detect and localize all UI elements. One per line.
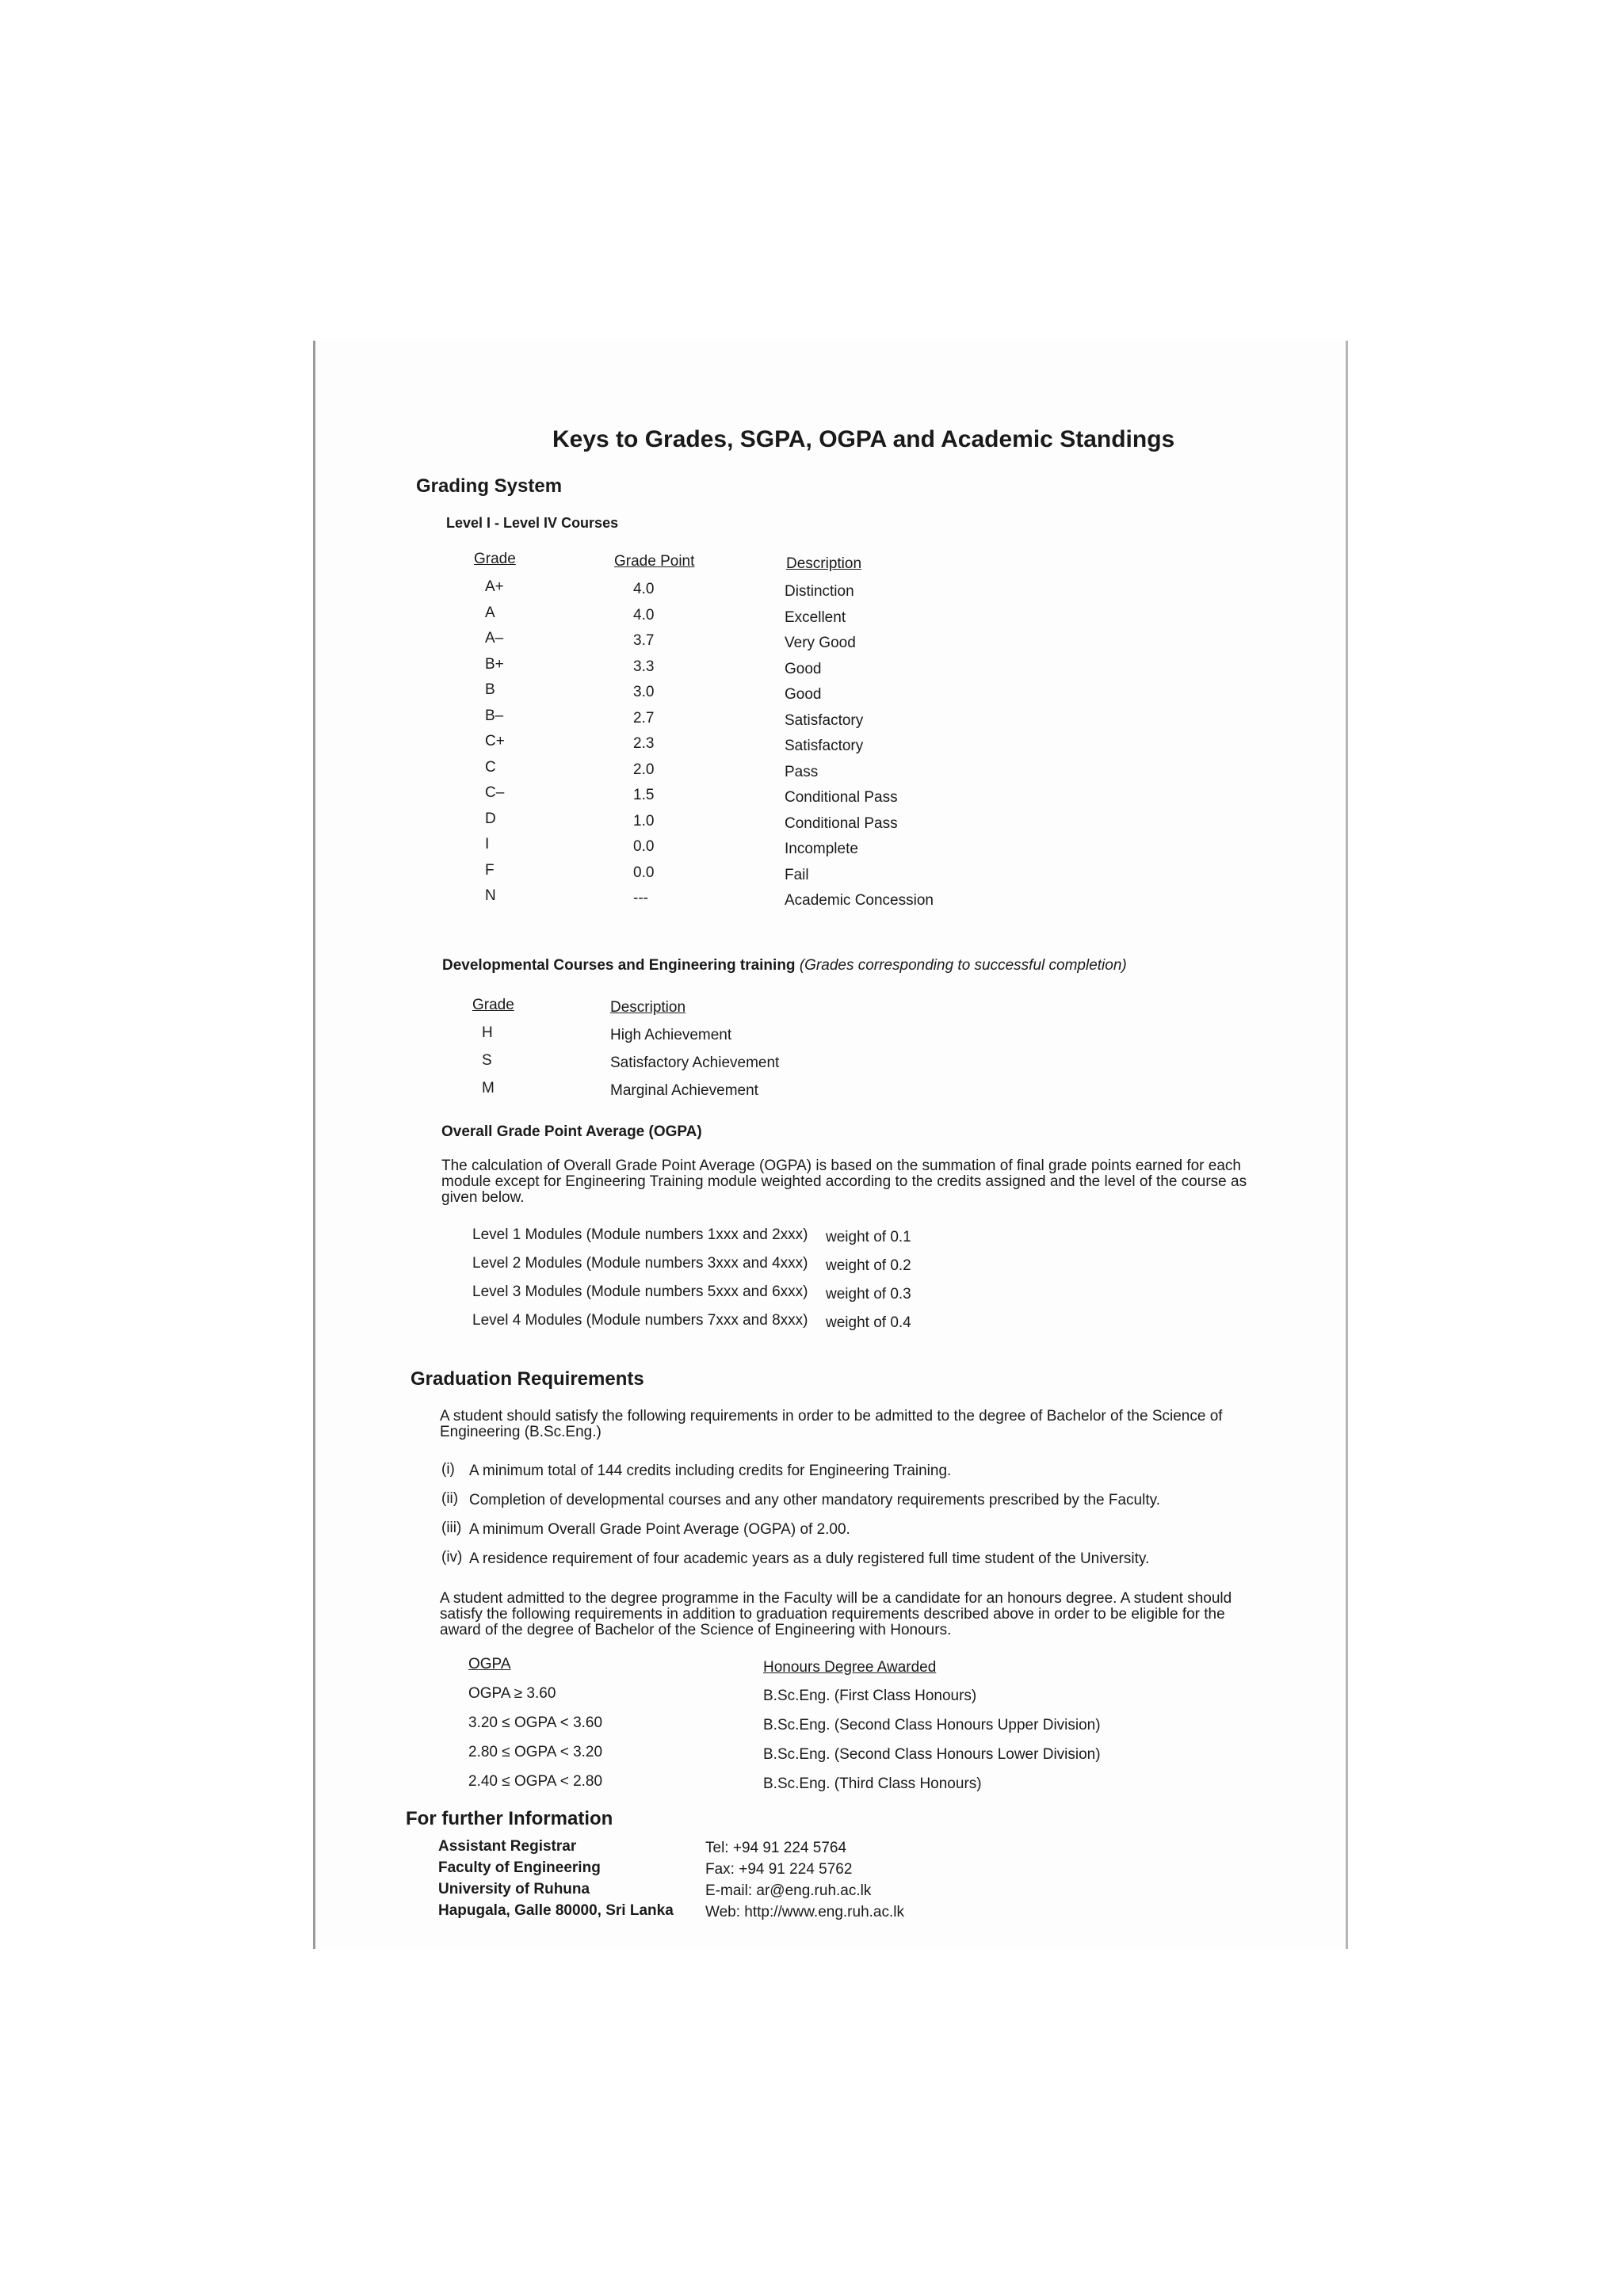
honours-awarded-header: Honours Degree Awarded [763, 1659, 937, 1676]
grade-point-cell: --- [633, 890, 648, 906]
honours-degree-awarded: B.Sc.Eng. (First Class Honours) [763, 1688, 977, 1704]
grade-description-cell: Very Good [785, 635, 856, 651]
dev-grade-cell: H [482, 1024, 493, 1041]
grade-cell: A+ [485, 578, 504, 595]
requirement-number: (iii) [441, 1520, 462, 1536]
contact-address-line: Assistant Registrar [438, 1838, 577, 1855]
requirement-text: A residence requirement of four academic years as a duly registered full time student of the University. [469, 1550, 1150, 1567]
grade-point-cell: 0.0 [633, 864, 655, 881]
grade-point-cell: 3.7 [633, 632, 655, 649]
dev-description-cell: Satisfactory Achievement [610, 1055, 780, 1071]
grade-description-cell: Pass [785, 763, 819, 780]
contact-address-line: Hapugala, Galle 80000, Sri Lanka [438, 1902, 674, 1919]
grade-cell: B– [485, 707, 504, 724]
level-weight-value: weight of 0.1 [826, 1229, 911, 1245]
grade-point-cell: 2.3 [633, 735, 655, 752]
honours-ogpa-range: 2.80 ≤ OGPA < 3.20 [468, 1744, 603, 1760]
grade-point-cell: 2.0 [633, 761, 655, 778]
developmental-heading-text: Developmental Courses and Engineering training [442, 957, 796, 974]
requirement-text: A minimum total of 144 credits including credits for Engineering Training. [469, 1463, 952, 1479]
level-weight-value: weight of 0.4 [826, 1314, 911, 1331]
grade-description-cell: Fail [785, 866, 809, 883]
grade-point-header: Grade Point [614, 553, 695, 570]
dev-description-cell: High Achievement [610, 1027, 732, 1043]
dev-grade-cell: S [482, 1052, 492, 1069]
developmental-heading [442, 957, 1127, 974]
contact-detail-line: Web: http://www.eng.ruh.ac.lk [705, 1904, 904, 1920]
level-module-label: Level 2 Modules (Module numbers 3xxx and 4xxx) [472, 1255, 808, 1272]
ogpa-column-header: OGPA [468, 1656, 511, 1672]
contact-detail-line: E-mail: ar@eng.ruh.ac.lk [705, 1882, 872, 1899]
level-weight-value: weight of 0.3 [826, 1286, 911, 1302]
grade-description-cell: Conditional Pass [785, 789, 898, 806]
requirement-number: (i) [441, 1461, 455, 1478]
grade-point-cell: 1.5 [633, 787, 655, 803]
level-module-label: Level 4 Modules (Module numbers 7xxx and 8xxx) [472, 1312, 808, 1329]
grade-cell: C+ [485, 733, 505, 749]
description-header: Description [786, 555, 862, 572]
grade-point-cell: 4.0 [633, 606, 655, 624]
grade-description-cell: Conditional Pass [785, 814, 898, 832]
grade-point-cell: 3.0 [633, 684, 655, 700]
grade-cell: C [485, 758, 496, 776]
contact-detail-line: Fax: +94 91 224 5762 [705, 1861, 853, 1878]
grade-point-cell: 4.0 [633, 581, 655, 597]
honours-ogpa-range: 2.40 ≤ OGPA < 2.80 [468, 1773, 603, 1790]
grade-cell: A– [485, 630, 504, 646]
grading-system-heading: Grading System [416, 475, 563, 497]
grade-point-cell: 0.0 [633, 838, 655, 855]
honours-degree-awarded: B.Sc.Eng. (Third Class Honours) [763, 1775, 982, 1792]
honours-intro: A student admitted to the degree programme in the Faculty will be a candidate for an honours degree. A student should satisfy the following requirements in addition to graduation requirements described above in order to be eligible for the award of the degree of Bachelor of the Science of Engineering with Honours. [440, 1590, 1232, 1638]
grade-cell: I [485, 836, 490, 852]
level-module-label: Level 1 Modules (Module numbers 1xxx and 2xxx) [472, 1226, 808, 1243]
honours-ogpa-range: 3.20 ≤ OGPA < 3.60 [468, 1714, 603, 1731]
grade-description-cell: Distinction [785, 583, 854, 600]
honours-degree-awarded: B.Sc.Eng. (Second Class Honours Upper Division) [763, 1717, 1101, 1733]
honours-degree-awarded: B.Sc.Eng. (Second Class Honours Lower Division) [763, 1746, 1101, 1763]
contact-heading: For further Information [406, 1808, 613, 1829]
grade-description-cell: Good [785, 686, 822, 703]
grade-point-cell: 3.3 [633, 658, 655, 675]
grade-description-cell: Satisfactory [785, 738, 864, 754]
level-weight-value: weight of 0.2 [826, 1257, 911, 1274]
grade-cell: B+ [485, 655, 504, 673]
ogpa-paragraph: The calculation of Overall Grade Point Average (OGPA) is based on the summation of final grade points earned for each module except for Engineering Training module weighted according to the credits assigned and the level of the course as given below. [441, 1158, 1247, 1206]
level-module-label: Level 3 Modules (Module numbers 5xxx and 6xxx) [472, 1283, 808, 1300]
page-title: Keys to Grades, SGPA, OGPA and Academic Standings [552, 426, 1175, 452]
honours-ogpa-range: OGPA ≥ 3.60 [468, 1685, 556, 1702]
grade-description-cell: Incomplete [785, 841, 858, 857]
developmental-note: (Grades corresponding to successful completion) [799, 957, 1127, 974]
grade-point-cell: 1.0 [633, 812, 655, 830]
dev-grade-cell: M [482, 1080, 495, 1097]
courses-level-subheading: Level I - Level IV Courses [446, 515, 619, 531]
grade-description-cell: Satisfactory [785, 711, 864, 729]
grade-cell: B [485, 681, 495, 698]
requirement-number: (iv) [441, 1549, 463, 1566]
grade-cell: A [485, 604, 495, 621]
requirement-text: Completion of developmental courses and any other mandatory requirements prescribed by the Faculty. [469, 1492, 1160, 1508]
graduation-heading: Graduation Requirements [411, 1368, 644, 1390]
grade-description-cell: Excellent [785, 608, 846, 626]
dev-description-cell: Marginal Achievement [610, 1082, 758, 1099]
requirement-text: A minimum Overall Grade Point Average (OGPA) of 2.00. [469, 1521, 850, 1538]
dev-description-header: Description [610, 999, 686, 1016]
graduation-intro: A student should satisfy the following requirements in order to be admitted to the degree of Bachelor of the Science of Engineering (B.Sc.Eng.) [440, 1408, 1223, 1440]
grade-description-cell: Academic Concession [785, 892, 934, 909]
grade-cell: N [485, 887, 496, 904]
grade-point-cell: 2.7 [633, 709, 655, 727]
requirement-number: (ii) [441, 1490, 459, 1507]
scanned-page [313, 341, 1348, 1949]
grade-header: Grade [474, 551, 516, 567]
grade-cell: D [485, 810, 496, 827]
grade-cell: C– [485, 784, 505, 801]
contact-address-line: University of Ruhuna [438, 1881, 590, 1897]
grade-cell: F [485, 861, 495, 879]
contact-detail-line: Tel: +94 91 224 5764 [705, 1840, 847, 1856]
contact-address-line: Faculty of Engineering [438, 1859, 601, 1876]
ogpa-heading: Overall Grade Point Average (OGPA) [441, 1123, 702, 1140]
grade-description-cell: Good [785, 660, 822, 677]
dev-grade-header: Grade [472, 997, 514, 1013]
